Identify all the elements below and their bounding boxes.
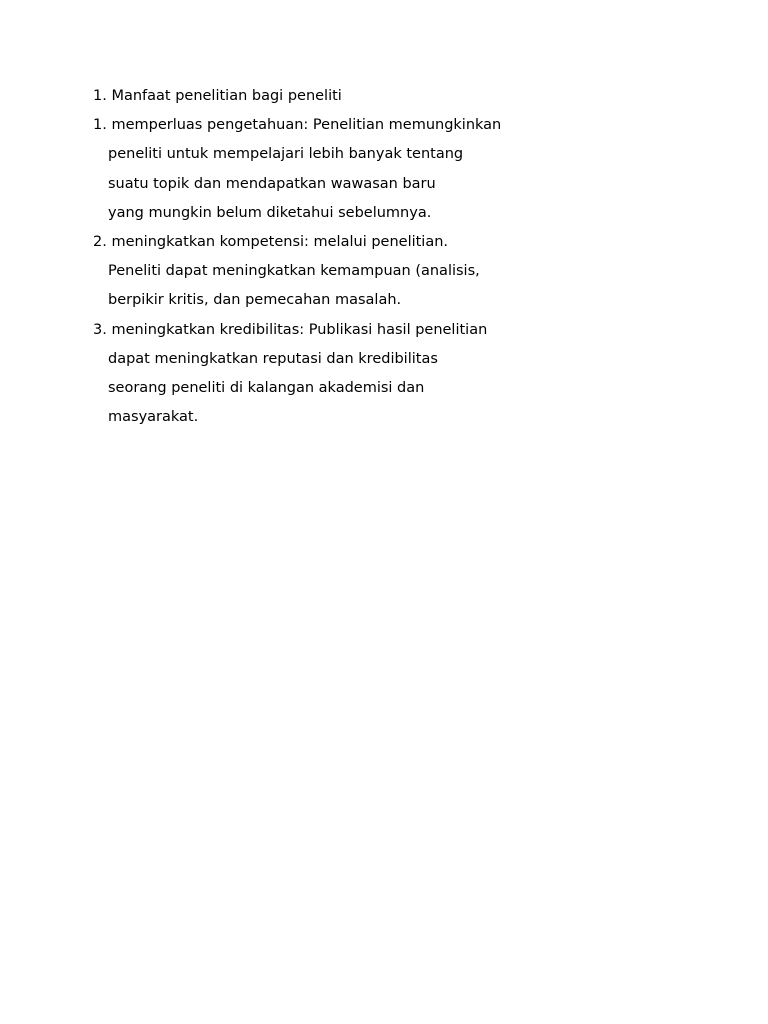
list-item-first-line: 3. meningkatkan kredibilitas: Publikasi hasil penelitian	[93, 321, 488, 338]
document-body	[93, 86, 713, 436]
list-item-continuation: masyarakat.	[108, 409, 199, 426]
list-item-continuation: berpikir kritis, dan pemecahan masalah.	[108, 292, 402, 309]
list-item	[93, 320, 713, 437]
list-item-continuation: peneliti untuk mempelajari lebih banyak tentang	[108, 146, 464, 163]
list-item-continuation: yang mungkin belum diketahui sebelumnya.	[108, 204, 432, 221]
list-item-first-line: 1. memperluas pengetahuan: Penelitian memungkinkan	[93, 117, 502, 134]
list-item-first-line: 2. meningkatkan kompetensi: melalui penelitian.	[93, 233, 449, 250]
list-item-continuation: Peneliti dapat meningkatkan kemampuan (analisis,	[108, 263, 480, 280]
section-heading: 1. Manfaat penelitian bagi peneliti	[93, 88, 342, 104]
list-item-continuation: suatu topik dan mendapatkan wawasan baru	[108, 175, 436, 192]
list-item	[93, 232, 713, 320]
list-item-continuation: seorang peneliti di kalangan akademisi dan	[108, 379, 425, 396]
list-item-continuation: dapat meningkatkan reputasi dan kredibilitas	[108, 350, 438, 367]
list-item	[93, 115, 713, 232]
